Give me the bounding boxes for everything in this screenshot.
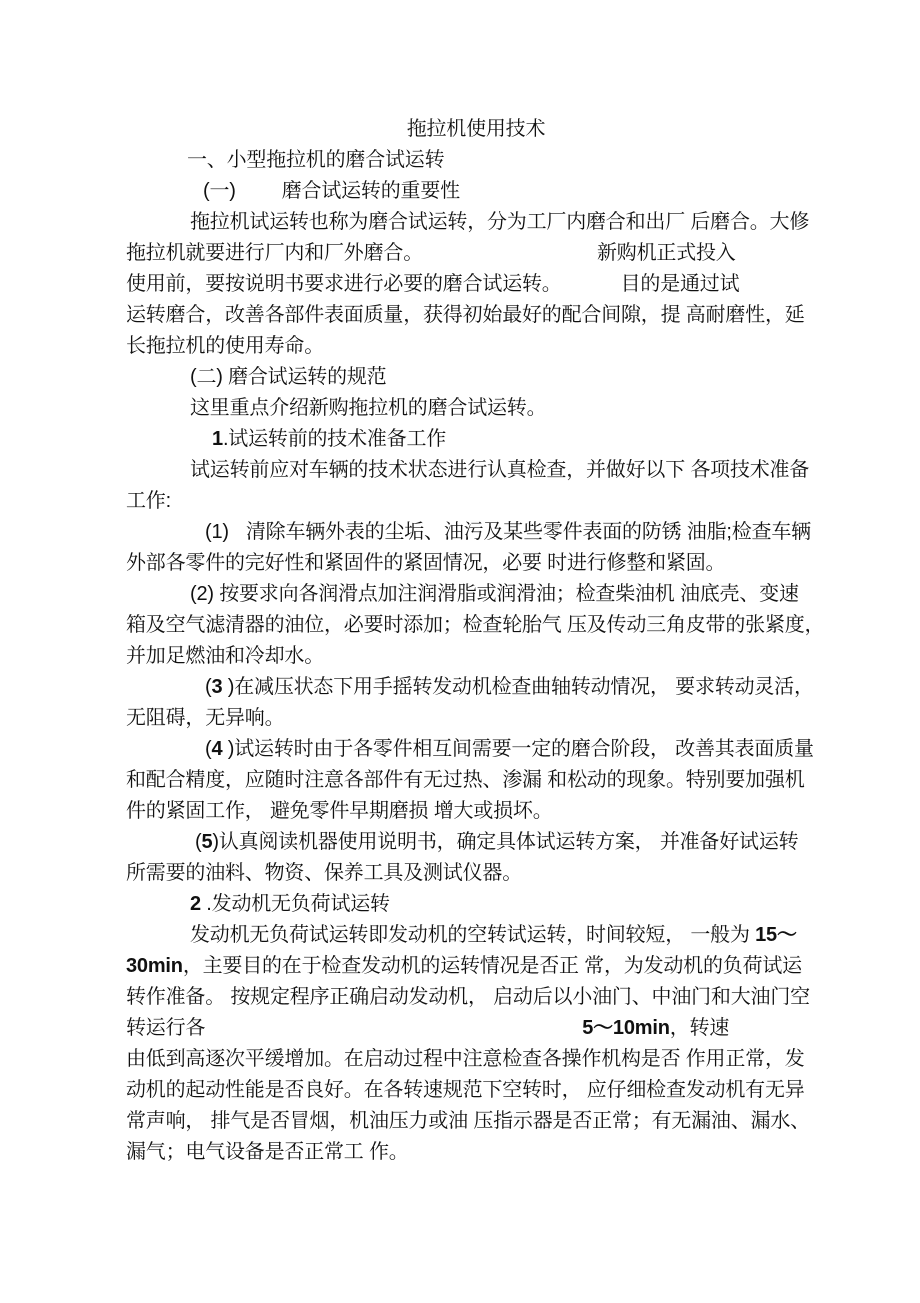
text-run: )试运转时由于各零件相互间需要一定的磨合阶段， 改善其表面质量 xyxy=(222,738,814,760)
text-line xyxy=(126,734,826,765)
bold-text-run: 2 xyxy=(190,893,201,915)
text-run: )在减压状态下用手摇转发动机检查曲轴转动情况， 要求转动灵活， xyxy=(222,676,814,698)
text-line xyxy=(126,424,826,455)
text-line xyxy=(126,1013,826,1044)
text-line xyxy=(126,455,826,486)
text-line xyxy=(126,703,826,734)
text-run: 常声响， 排气是否冒烟，机油压力或油 压指示器是否正常；有无漏油、漏水、 xyxy=(126,1110,810,1132)
text-run: 无阻碍，无异响。 xyxy=(126,707,285,729)
text-line xyxy=(126,207,826,238)
text-line xyxy=(126,641,826,672)
text-line xyxy=(126,517,826,548)
text-line xyxy=(126,176,826,207)
bold-text-run: 30min xyxy=(126,955,183,977)
spacer xyxy=(423,258,597,259)
text-run: 试运转前应对车辆的技术状态进行认真检查，并做好以下 各项技术准备 xyxy=(190,459,810,481)
text-line xyxy=(126,145,826,176)
text-line xyxy=(126,1075,826,1106)
text-run: (2) 按要求向各润滑点加注润滑脂或润滑油；检查柴油机 油底壳、变速 xyxy=(190,583,799,605)
text-line xyxy=(126,486,826,517)
text-line xyxy=(126,1106,826,1137)
bold-text-run: 15〜 xyxy=(755,924,797,946)
bold-text-run: 1 xyxy=(212,428,223,450)
text-line xyxy=(126,362,826,393)
text-run: (二) 磨合试运转的规范 xyxy=(190,366,387,388)
text-run: 外部各零件的完好性和紧固件的紧固情况，必要 时进行修整和紧固。 xyxy=(126,552,726,574)
bold-text-run: 3 xyxy=(211,676,223,698)
text-line xyxy=(126,672,826,703)
text-line xyxy=(126,393,826,424)
text-run: .发动机无负荷试运转 xyxy=(200,893,390,915)
text-line xyxy=(126,796,826,827)
text-run: 这里重点介绍新购拖拉机的磨合试运转。 xyxy=(190,397,547,419)
text-line xyxy=(126,858,826,889)
text-line xyxy=(126,579,826,610)
text-line xyxy=(126,238,826,269)
text-run: ，主要目的在于检查发动机的运转情况是否正 常，为发动机的负荷试运 xyxy=(182,955,802,977)
text-line xyxy=(126,827,826,858)
text-run: 和配合精度，应随时注意各部件有无过热、渗漏 和松动的现象。特别要加强机 xyxy=(126,769,805,791)
text-line xyxy=(126,300,826,331)
text-run: 转运行各 xyxy=(126,1017,206,1039)
text-run: ( xyxy=(205,676,212,698)
text-run: ( xyxy=(195,831,202,853)
text-run: 并加足燃油和冷却水。 xyxy=(126,645,324,667)
text-run: 清除车辆外表的尘垢、油污及某些零件表面的防锈 油脂;检查车辆 xyxy=(245,521,811,543)
text-run: 新购机正式投入 xyxy=(597,242,736,264)
text-line xyxy=(126,951,826,982)
spacer xyxy=(562,289,621,290)
text-run: ( xyxy=(205,738,212,760)
text-run: 发动机无负荷试运转即发动机的空转试运转，时间较短， 一般为 xyxy=(190,924,756,946)
text-run: 长拖拉机的使用寿命。 xyxy=(126,335,324,357)
text-line xyxy=(126,920,826,951)
text-run: (1) xyxy=(205,521,229,543)
text-run: 拖拉机使用技术 xyxy=(406,118,546,140)
text-run: .试运转前的技术准备工作 xyxy=(222,428,447,450)
text-run: )认真阅读机器使用说明书，确定具体试运转方案， 并准备好试运转 xyxy=(212,831,799,853)
text-run: 磨合试运转的重要性 xyxy=(281,180,460,202)
spacer xyxy=(236,196,282,197)
text-run: 所需要的油料、物资、保养工具及测试仪器。 xyxy=(126,862,522,884)
text-run: 动机的起动性能是否良好。在各转速规范下空转时， 应仔细检查发动机有无异 xyxy=(126,1079,805,1101)
text-run: 由低到高逐次平缓增加。在启动过程中注意检查各操作机构是否 作用正常，发 xyxy=(126,1048,805,1070)
text-run: 运转磨合，改善各部件表面质量，获得初始最好的配合间隙，提 高耐磨性，延 xyxy=(126,304,805,326)
spacer xyxy=(229,537,246,538)
document-title xyxy=(126,114,826,145)
text-line xyxy=(126,548,826,579)
bold-text-run: 5 xyxy=(201,831,213,853)
text-run: 一、小型拖拉机的磨合试运转 xyxy=(187,149,445,171)
text-run: 拖拉机就要进行厂内和厂外磨合。 xyxy=(126,242,423,264)
text-run: (一) xyxy=(203,180,236,202)
text-line xyxy=(126,610,826,641)
text-run: 转作准备。 按规定程序正确启动发动机， 启动后以小油门、中油门和大油门空 xyxy=(126,986,810,1008)
text-run: 件的紧固工作， 避免零件早期磨损 增大或损坏。 xyxy=(126,800,553,822)
text-run: 工作: xyxy=(126,490,171,512)
text-run: 箱及空气滤清器的油位，必要时添加；检查轮胎气 压及传动三角皮带的张紧度， xyxy=(126,614,825,636)
text-run: 漏气；电气设备是否正常工 作。 xyxy=(126,1141,409,1163)
text-line xyxy=(126,982,826,1013)
bold-text-run: 5〜10min xyxy=(582,1017,670,1039)
bold-text-run: 4 xyxy=(211,738,223,760)
document-body xyxy=(126,114,826,1168)
text-run: 使用前，要按说明书要求进行必要的磨合试运转。 xyxy=(126,273,562,295)
spacer xyxy=(205,1033,582,1034)
text-run: 目的是通过试 xyxy=(620,273,740,295)
text-line xyxy=(126,331,826,362)
text-run: 拖拉机试运转也称为磨合试运转，分为工厂内磨合和出厂 后磨合。大修 xyxy=(190,211,810,233)
text-line xyxy=(126,1137,826,1168)
text-line xyxy=(126,765,826,796)
text-line xyxy=(126,889,826,920)
text-line xyxy=(126,269,826,300)
text-line xyxy=(126,1044,826,1075)
text-run: ，转速 xyxy=(669,1017,730,1039)
